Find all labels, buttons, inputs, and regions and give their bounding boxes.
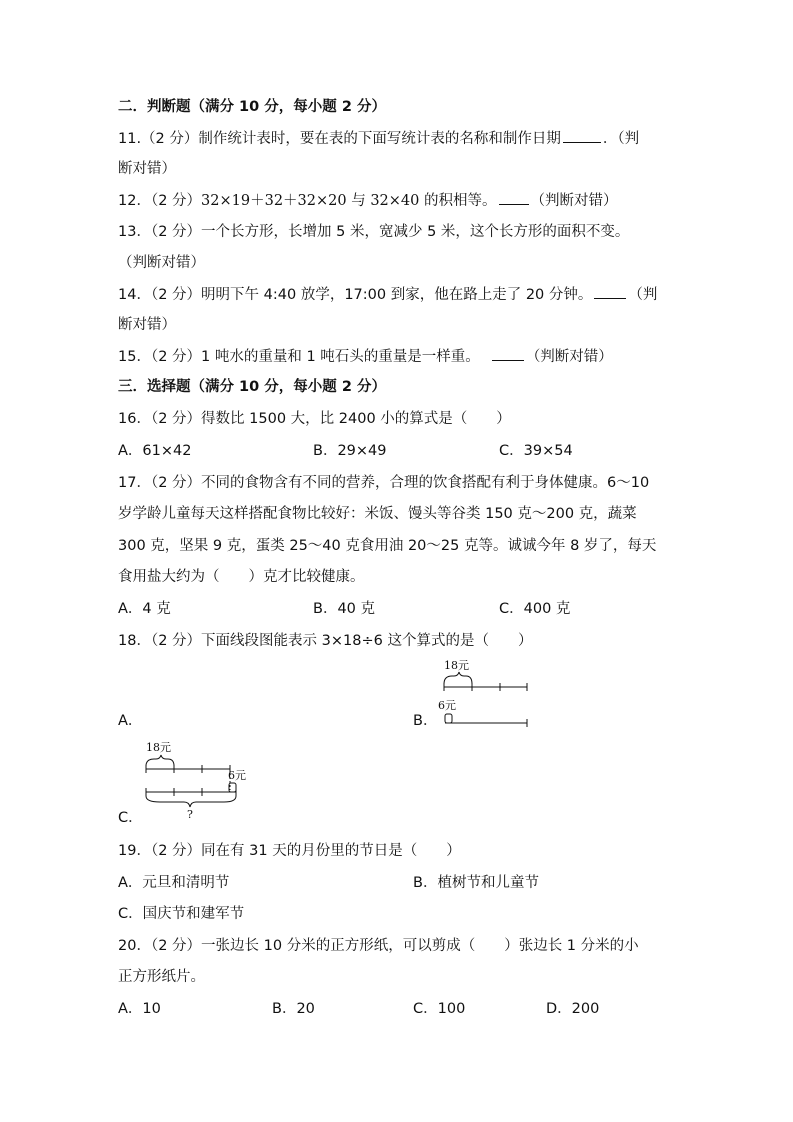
answer-blank[interactable] [594,284,626,299]
answer-blank[interactable] [492,346,524,361]
q14-line1: 14．（2 分）明明下午 4:40 放学，17:00 到家，他在路上走了 20 分钟。 （判 [118,284,657,305]
q13-line1: 13．（2 分）一个长方形，长增加 5 米，宽减少 5 米，这个长方形的面积不变。 [118,224,630,240]
section3-heading: 三．选择题（满分 10 分，每小题 2 分） [118,379,386,395]
q20-option-c[interactable]: C．100 [413,1001,466,1017]
q17-option-a[interactable]: A．4 克 [118,601,171,617]
q17-option-c[interactable]: C．400 克 [499,601,571,617]
q19-stem: 19．（2 分）同在有 31 天的月份里的节日是（ ） [118,843,461,859]
q18-option-c[interactable]: C． [118,810,143,826]
q20-option-d[interactable]: D．200 [546,1001,600,1017]
q12: 12．（2 分）32×19＋32＋32×20 与 32×40 的积相等。 （判断对错） [118,190,618,211]
diagram-c-brace [146,755,174,766]
diagram-b-brace [444,672,472,684]
diagram-b-label-18: 18元 [444,659,469,672]
diagram-b-label-6: 6元 [438,699,456,712]
answer-blank[interactable] [499,190,529,205]
q19-option-b[interactable]: B．植树节和儿童节 [413,875,539,891]
q18-diagram-b [432,656,542,728]
q17-line2: 岁学龄儿童每天这样搭配食物比较好：米饭、馒头等谷类 150 克～200 克，蔬菜 [118,506,637,522]
q16-option-b[interactable]: B．29×49 [313,443,387,459]
q17-option-b[interactable]: B．40 克 [313,601,376,617]
q15: 15．（2 分）1 吨水的重量和 1 吨石头的重量是一样重。 （判断对错） [118,346,613,367]
q13-line2: （判断对错） [118,255,205,271]
diagram-c-label-question: ? [187,808,193,820]
section2-heading: 二．判断题（满分 10 分，每小题 2 分） [118,99,386,115]
q16-option-c[interactable]: C．39×54 [499,443,573,459]
diagram-c-label-18: 18元 [146,741,171,754]
q20-option-a[interactable]: A．10 [118,1001,161,1017]
q20-line2: 正方形纸片。 [118,969,205,985]
q17-line3: 300 克，坚果 9 克，蛋类 25～40 克食用油 20～25 克等。诚诚今年 8 岁了，每天 [118,538,657,554]
q16-stem: 16．（2 分）得数比 1500 大，比 2400 小的算式是（ ） [118,411,511,427]
diagram-c-label-6: 6元 [228,769,246,782]
q14-line2: 断对错） [118,317,176,333]
q19-option-c[interactable]: C．国庆节和建军节 [118,906,245,922]
q17-line1: 17．（2 分）不同的食物含有不同的营养，合理的饮食搭配有利于身体健康。6～10 [118,475,650,491]
q17-line4: 食用盐大约为（ ）克才比较健康。 [118,569,365,585]
q20-line1: 20．（2 分）一张边长 10 分米的正方形纸，可以剪成（ ）张边长 1 分米的小 [118,938,639,954]
q18-diagram-c [140,738,260,820]
q11-line1: 11.（2 分）制作统计表时，要在表的下面写统计表的名称和制作日期 ．（判 [118,128,639,149]
q16-option-a[interactable]: A．61×42 [118,443,192,459]
q18-option-b[interactable]: B． [413,713,438,729]
q19-option-a[interactable]: A．元旦和清明节 [118,875,230,891]
answer-blank[interactable] [563,128,601,143]
q18-option-a[interactable]: A． [118,713,143,729]
q20-option-b[interactable]: B．20 [272,1001,315,1017]
diagram-c-bottom-brace [146,796,236,807]
q11-line2: 断对错） [118,161,176,177]
q18-stem: 18．（2 分）下面线段图能表示 3×18÷6 这个算式的是（ ） [118,633,533,649]
